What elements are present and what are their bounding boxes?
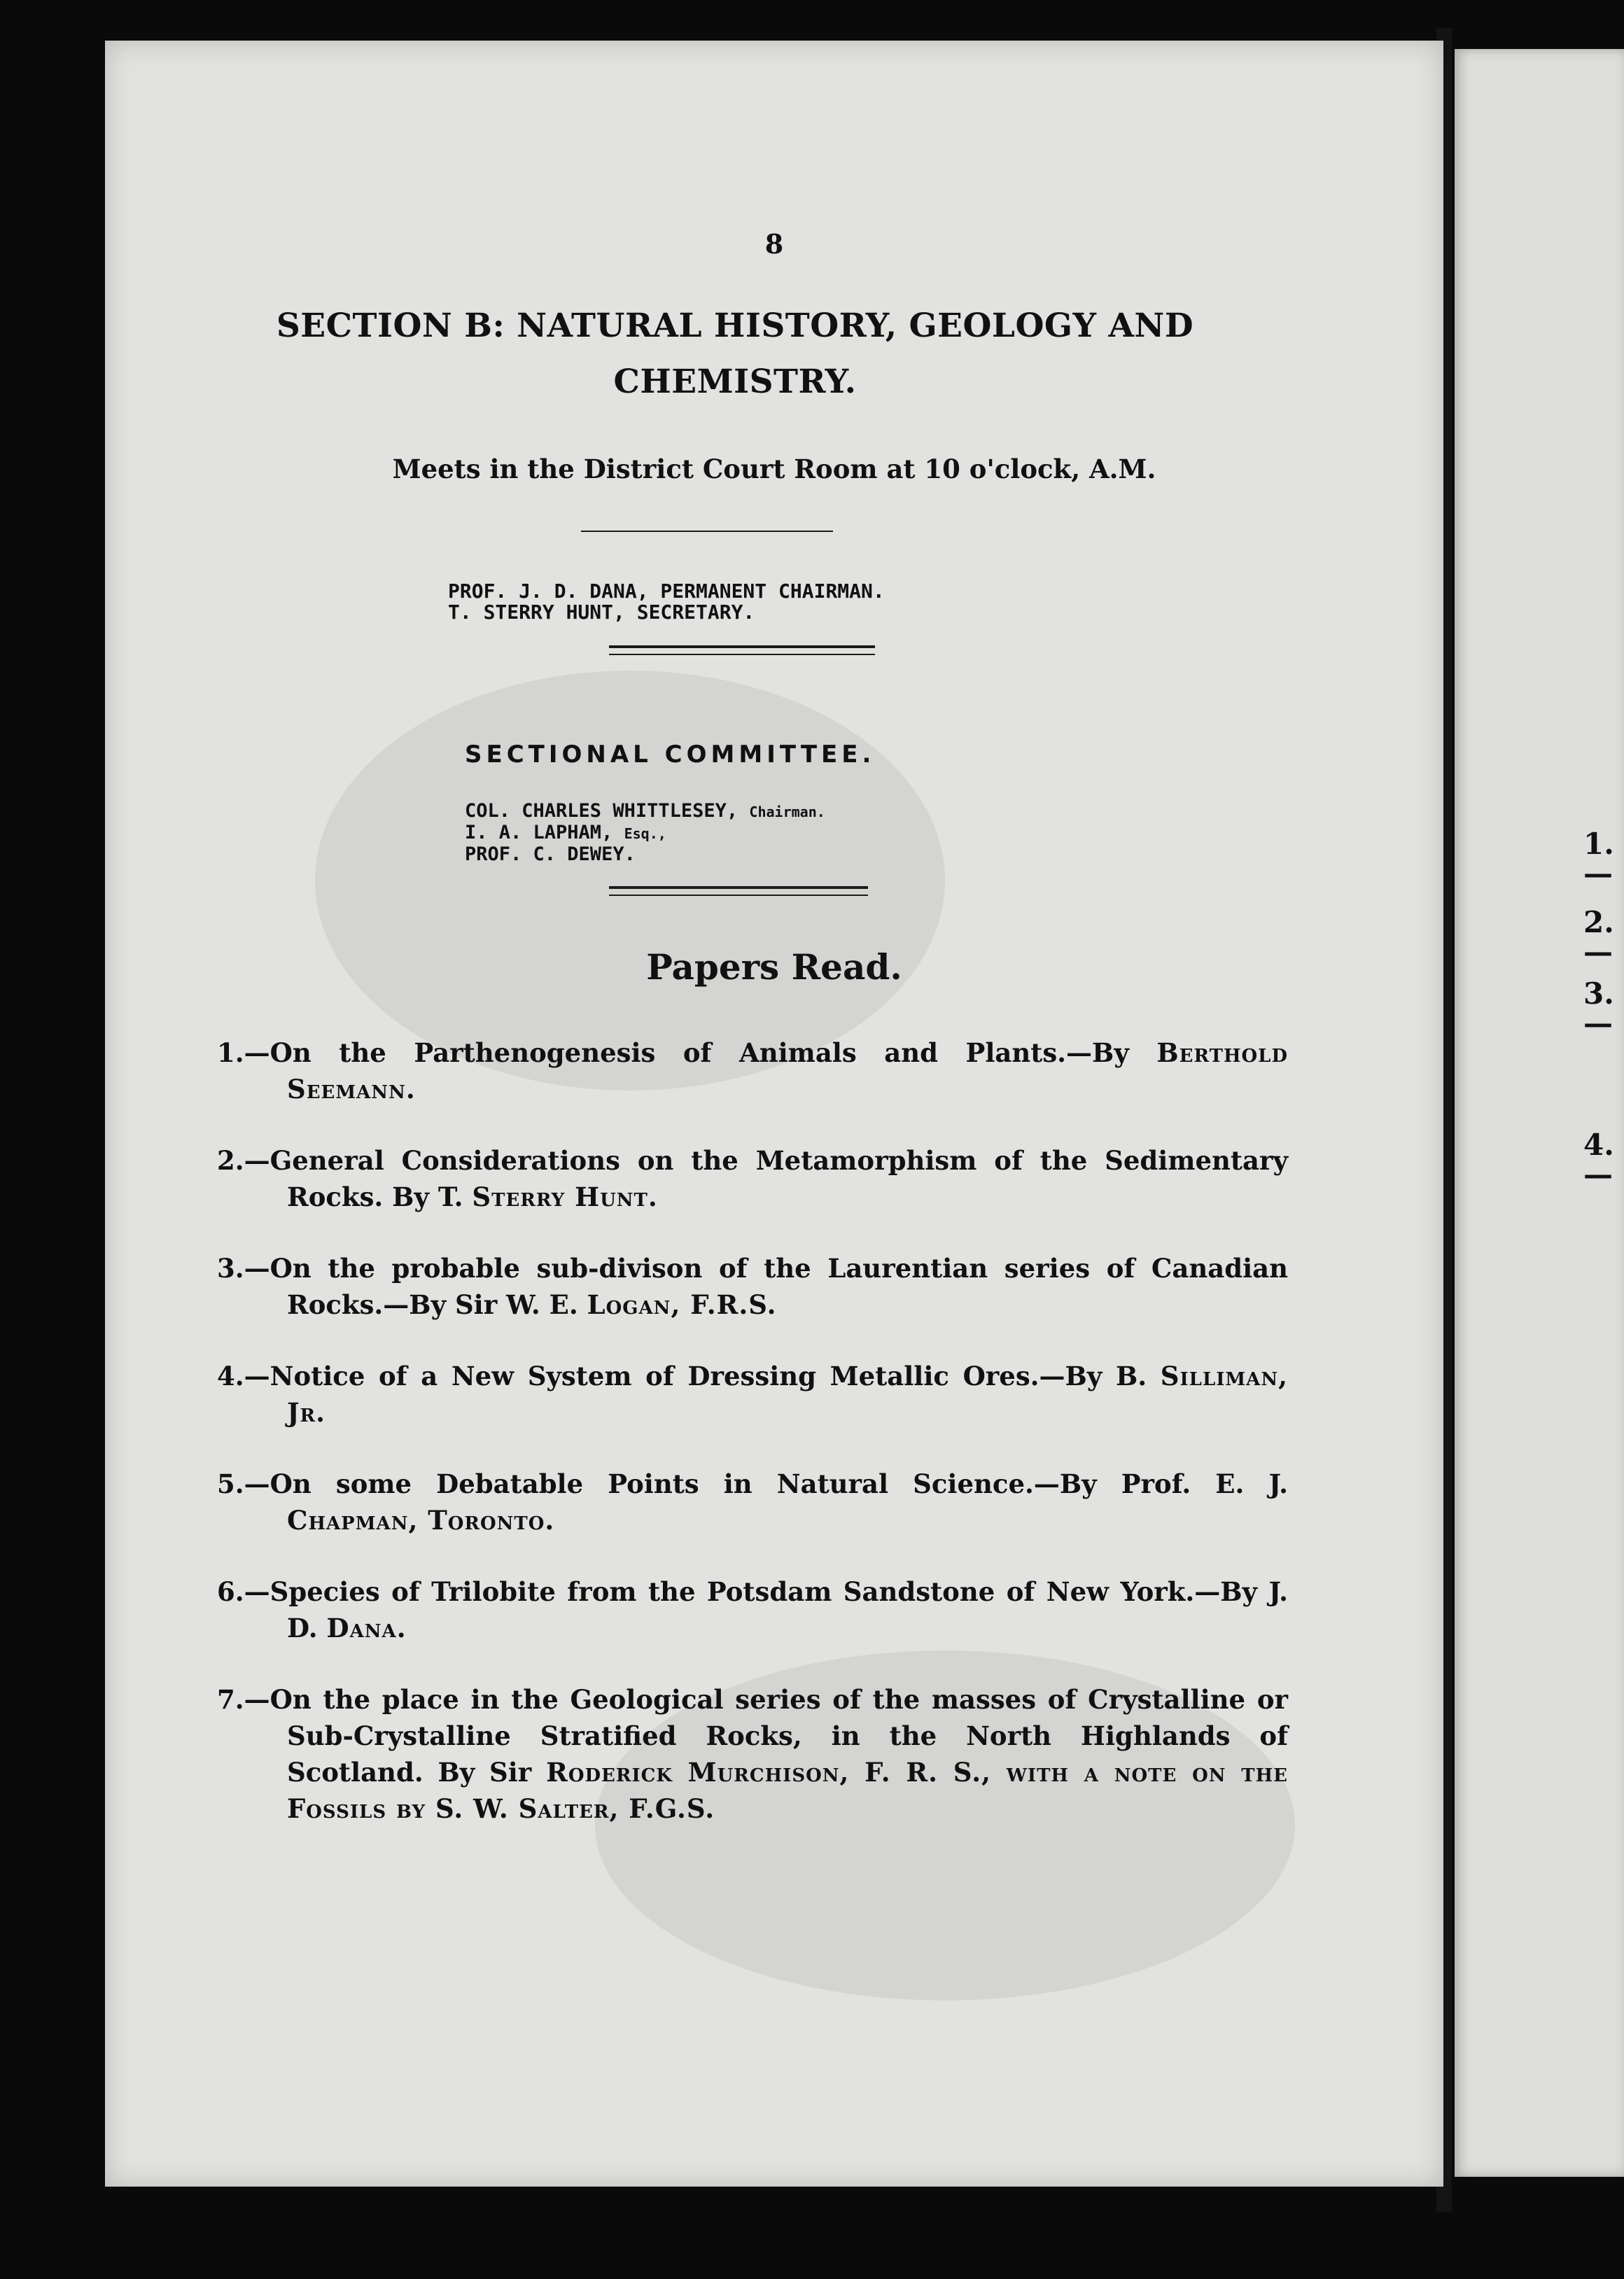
paper-number: 1.—: [217, 1037, 270, 1068]
committee-member: [465, 844, 825, 866]
paper-number: 2.—: [217, 1145, 270, 1176]
facing-number-4: 4.—: [1583, 1128, 1614, 1191]
divider-short: [581, 531, 833, 532]
paper-number: 4.—: [217, 1361, 270, 1391]
divider-double-top: [609, 645, 875, 648]
paper-item: [217, 1358, 1288, 1431]
officer-chairman: PROF. J. D. DANA, PERMANENT CHAIRMAN.: [448, 580, 885, 603]
facing-number-2: 2.—: [1583, 905, 1614, 969]
committee-member-name: COL. CHARLES WHITTLESEY,: [465, 800, 738, 822]
page-number: 8: [764, 228, 784, 260]
paper-title: On the probable sub-divison of the Laurentian series of Canadian Rocks.—By Sir W. E.: [270, 1253, 1288, 1320]
paper-title: On some Debatable Points in Natural Science.—By Prof. E. J.: [270, 1468, 1288, 1499]
paper-author: Logan, F.R.S.: [587, 1289, 777, 1320]
committee-member-title: Chairman.: [749, 804, 825, 820]
committee-member-name: PROF. C. DEWEY.: [465, 843, 636, 865]
paper-title: Species of Trilobite from the Potsdam Sandstone of New York.—By J. D.: [270, 1576, 1288, 1643]
paper-title: General Considerations on the Metamorphism of the Sedimentary Rocks. By T.: [270, 1145, 1288, 1212]
paper-item: [217, 1573, 1288, 1646]
committee-member: [465, 801, 825, 822]
paper-author: Chapman, Toronto.: [287, 1505, 555, 1536]
paper-item: [217, 1681, 1288, 1827]
paper-author: Dana.: [326, 1613, 407, 1643]
paper-title: On the Parthenogenesis of Animals and Plants.—By: [270, 1037, 1157, 1068]
paper-title: On the place in the Geological series of the masses of Crystalline or Sub-Crystalline Stratified Rocks, in the North Highlands of Scotland. By Sir: [270, 1684, 1288, 1788]
committee-member: [465, 822, 825, 844]
committee-heading: SECTIONAL COMMITTEE.: [465, 741, 876, 769]
paper-title: Notice of a New System of Dressing Metallic Ores.—By B.: [270, 1361, 1161, 1391]
papers-heading: Papers Read.: [646, 946, 902, 988]
paper-item: [217, 1142, 1288, 1215]
section-title: SECTION B: NATURAL HISTORY, GEOLOGY AND CHEMISTRY.: [276, 307, 1194, 401]
officers-block: [448, 581, 885, 623]
officer-secretary: T. STERRY HUNT, SECRETARY.: [448, 601, 755, 624]
paper-number: 7.—: [217, 1684, 270, 1715]
document-page: [105, 41, 1443, 2187]
paper-number: 6.—: [217, 1576, 270, 1607]
bleed-through-shade: [315, 671, 945, 1091]
committee-member-name: I. A. LAPHAM,: [465, 822, 613, 843]
facing-page: [1455, 49, 1624, 2177]
facing-number-3: 3.—: [1583, 976, 1614, 1040]
paper-item: [217, 1250, 1288, 1323]
facing-number-1: 1.—: [1583, 827, 1614, 890]
papers-list: [217, 1035, 1288, 1862]
divider-double-bottom-2: [609, 895, 868, 896]
divider-double-bottom: [609, 654, 875, 655]
paper-author: Roderick Murchison, F. R. S., with a note on the Fossils by S. W. Salter, F.G.S.: [287, 1757, 1288, 1824]
paper-number: 5.—: [217, 1468, 270, 1499]
meeting-note: Meets in the District Court Room at 10 o'clock, A.M.: [392, 454, 1156, 484]
committee-list: [465, 801, 825, 866]
paper-author: Berthold Seemann.: [287, 1037, 1288, 1105]
paper-author: Silliman, Jr.: [287, 1361, 1288, 1428]
paper-number: 3.—: [217, 1253, 270, 1284]
divider-double-top-2: [609, 886, 868, 889]
paper-item: [217, 1466, 1288, 1538]
paper-author: Sterry Hunt.: [472, 1181, 658, 1212]
paper-item: [217, 1035, 1288, 1107]
committee-member-title: Esq.,: [624, 825, 666, 842]
